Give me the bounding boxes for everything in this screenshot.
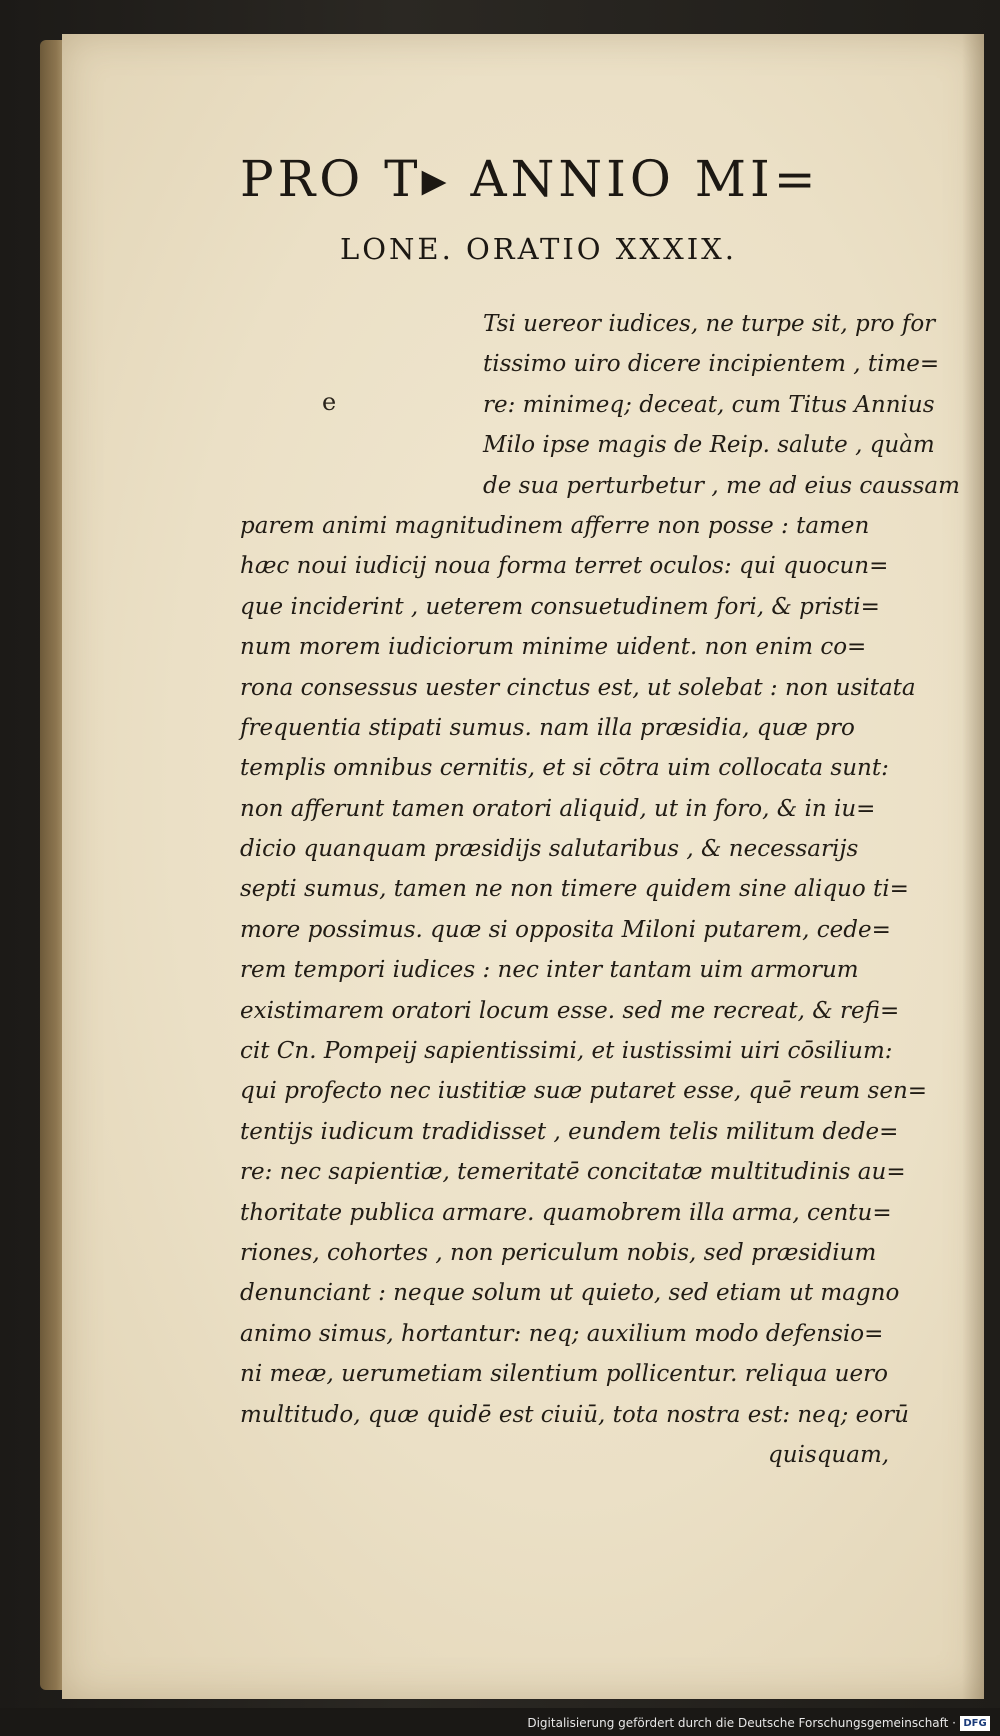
page-edge-shadow [962,34,984,1699]
text-line: Tsi uereor iudices, ne turpe sit, pro for [483,311,936,337]
text-line: ni meæ, uerumetiam silentium pollicentur. reliqua uero [240,1361,888,1388]
text-line: Milo ipse magis de Reip. salute , quàm [483,432,935,459]
catchword: quisquam, [768,1441,890,1468]
text-line: cit Cn. Pompeij sapientissimi, et iustissimi uiri cōsilium: [240,1038,893,1065]
oration-title-line-2: LONE. ORATIO XXXIX. [340,232,738,266]
text-line: tentijs iudicum tradidisset , eundem telis militum dede= [240,1118,899,1145]
text-line: de sua perturbetur , me ad eius caussam [483,472,960,499]
dfg-logo: DFG [960,1716,990,1731]
text-line: rona consessus uester cinctus est, ut solebat : non usitata [240,674,916,701]
text-line: re: nec sapientiæ, temeritatē concitatæ multitudinis au= [240,1159,906,1186]
text-line: non afferunt tamen oratori aliquid, ut in foro, & in iu= [240,795,876,822]
text-line: rem tempori iudices : nec inter tantam uim armorum [240,957,859,984]
text-line: frequentia stipati sumus. nam illa præsidia, quæ pro [240,714,855,741]
text-line: parem animi magnitudinem afferre non posse : tamen [240,512,870,539]
text-line: qui profecto nec iustitiæ suæ putaret esse, quē reum sen= [240,1078,928,1105]
margin-letter-mark: e [322,388,337,416]
oration-body-text [240,304,960,1475]
text-line: que inciderint , ueterem consuetudinem fori, & pristi= [240,593,880,620]
text-line: hæc noui iudicij noua forma terret oculos: qui quocun= [240,553,889,580]
text-line: animo simus, hortantur: neq; auxilium modo defensio= [240,1320,884,1347]
funding-credit: Digitalisierung gefördert durch die Deutsche Forschungsgemeinschaft · [527,1716,956,1730]
text-line: denunciant : neque solum ut quieto, sed etiam ut magno [240,1280,900,1307]
text-line: dicio quanquam præsidijs salutaribus , & necessarijs [240,836,859,863]
text-line: thoritate publica armare. quamobrem illa arma, centu= [240,1199,892,1226]
text-line: tissimo uiro dicere incipientem , time= [483,351,940,378]
oration-title-line-1: PRO T▸ ANNIO MI= [240,150,820,208]
text-line: existimarem oratori locum esse. sed me recreat, & refi= [240,997,900,1024]
text-line: re: minimeq; deceat, cum Titus Annius [483,391,935,418]
text-line: riones, cohortes , non periculum nobis, sed præsidium [240,1239,877,1266]
text-line: septi sumus, tamen ne non timere quidem sine aliquo ti= [240,876,909,903]
footer-bar [0,1708,1000,1736]
text-line: num morem iudiciorum minime uident. non enim co= [240,634,867,661]
text-line: more possimus. quæ si opposita Miloni putarem, cede= [240,916,891,943]
text-line: multitudo, quæ quidē est ciuiū, tota nostra est: neq; eorū [240,1401,909,1428]
text-line: templis omnibus cernitis, et si cōtra uim collocata sunt: [240,755,889,782]
